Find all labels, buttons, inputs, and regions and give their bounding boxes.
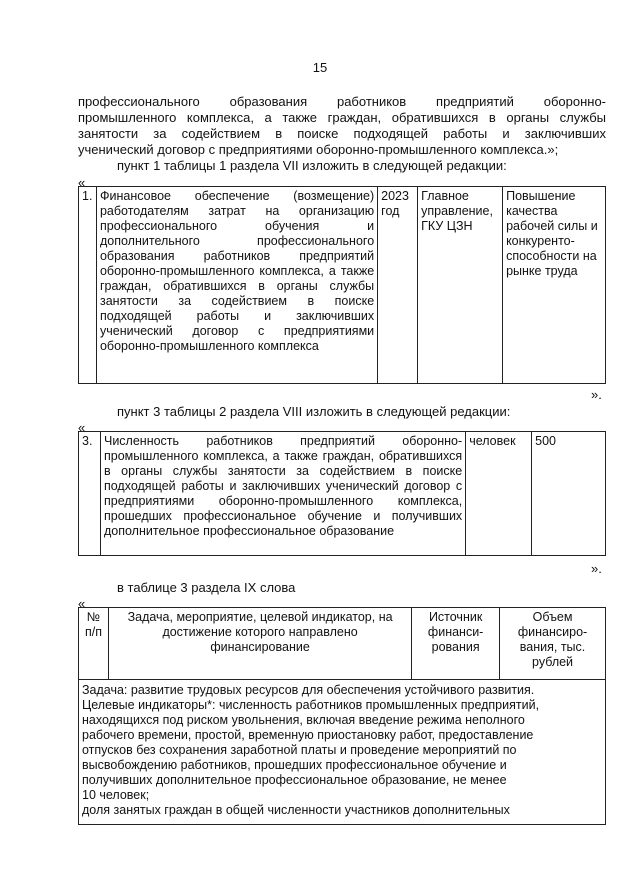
amend3-body-line: Целевые индикаторы*: численность работников промышленных предприятий, (82, 698, 540, 712)
amend2-table (78, 431, 606, 556)
amend3-header-task: Задача, мероприятие, целевой индикатор, на достижение которого направлено финансирование (108, 608, 411, 680)
amend1-row-result: Повышение качества рабочей силы и конкуренто-способности на рынке труда (503, 187, 606, 384)
amend2-row-num: 3. (79, 432, 101, 556)
amend1-row-text: Финансовое обеспечение (возмещение) работодателям затрат на организацию профессионального обучения и дополнительного профессионального образования работников предприятий оборонно-промышленного комплекса, а также граждан, обратившихся в органы службы занятости за содействием в поиске подходящей работы и заключивших ученический договор с предприятиями оборонно-промышленного комплекса (96, 187, 377, 384)
amend3-header-volume: Объем финансиро-вания, тыс. рублей (500, 608, 606, 680)
intro-line-2: промышленного комплекса, а также граждан, обратившихся в органы службы (78, 110, 606, 125)
amend3-header-num: № п/п (79, 608, 109, 680)
amend2-instruction: пункт 3 таблицы 2 раздела VIII изложить в следующей редакции: (117, 404, 511, 419)
amend3-body-line: получивших дополнительное профессиональное образование, не менее (82, 773, 507, 787)
amend1-close-quote: ». (591, 387, 602, 402)
amend3-body-line: рабочего времени, простой, временную приостановку работ, предоставление (82, 728, 534, 742)
amend3-body-line: высвобождению работников, прошедших профессиональное обучение и (82, 758, 507, 772)
table-row (79, 432, 606, 556)
table-header-row (79, 608, 606, 680)
amend2-row-value: 500 (532, 432, 606, 556)
page-number: 15 (312, 60, 328, 75)
amend2-close-quote: ». (591, 561, 602, 576)
amend2-open-quote: « (78, 420, 86, 435)
intro-line-4: ученический договор с предприятиями оборонно-промышленного комплекса.»; (78, 142, 559, 157)
amend3-body-cell (79, 680, 606, 825)
amend3-body-line: Задача: развитие трудовых ресурсов для обеспечения устойчивого развития. (82, 683, 535, 697)
amend1-table (78, 186, 606, 384)
amend2-row-unit: человек (466, 432, 532, 556)
amend3-open-quote: « (78, 596, 86, 611)
amend3-body-line: 10 человек; (82, 788, 150, 802)
amend3-body-line: доля занятых граждан в общей численности участников дополнительных (82, 803, 510, 817)
intro-line-3: занятости за содействием в поиске подходящей работы и заключивших (78, 126, 606, 141)
amend2-row-text: Численность работников предприятий оборонно-промышленного комплекса, а также граждан, обратившихся в органы службы занятости за содействием в поиске подходящей работы и заключивших ученический договор с предприятиями оборонно-промышленного комплекса, прошедших профессиональное обучение и получивших дополнительное профессиональное образование (100, 432, 465, 556)
amend1-row-num: 1. (79, 187, 97, 384)
table-row (79, 680, 606, 825)
amend1-open-quote: « (78, 175, 86, 190)
amend3-header-source: Источник финанси-рования (412, 608, 500, 680)
amend1-row-executor: Главное управление, ГКУ ЦЗН (418, 187, 503, 384)
amend3-body-line: отпусков без сохранения заработной платы и проведение мероприятий по (82, 743, 517, 757)
amend1-instruction: пункт 1 таблицы 1 раздела VII изложить в следующей редакции: (117, 158, 507, 173)
amend3-instruction: в таблице 3 раздела IX слова (117, 580, 296, 595)
amend3-table (78, 607, 606, 825)
amend3-body-line: находящихся под риском увольнения, включая введение режима неполного (82, 713, 525, 727)
amend1-row-year: 2023 год (378, 187, 418, 384)
intro-line-1: профессионального образования работников предприятий оборонно- (78, 94, 606, 109)
table-row (79, 187, 606, 384)
